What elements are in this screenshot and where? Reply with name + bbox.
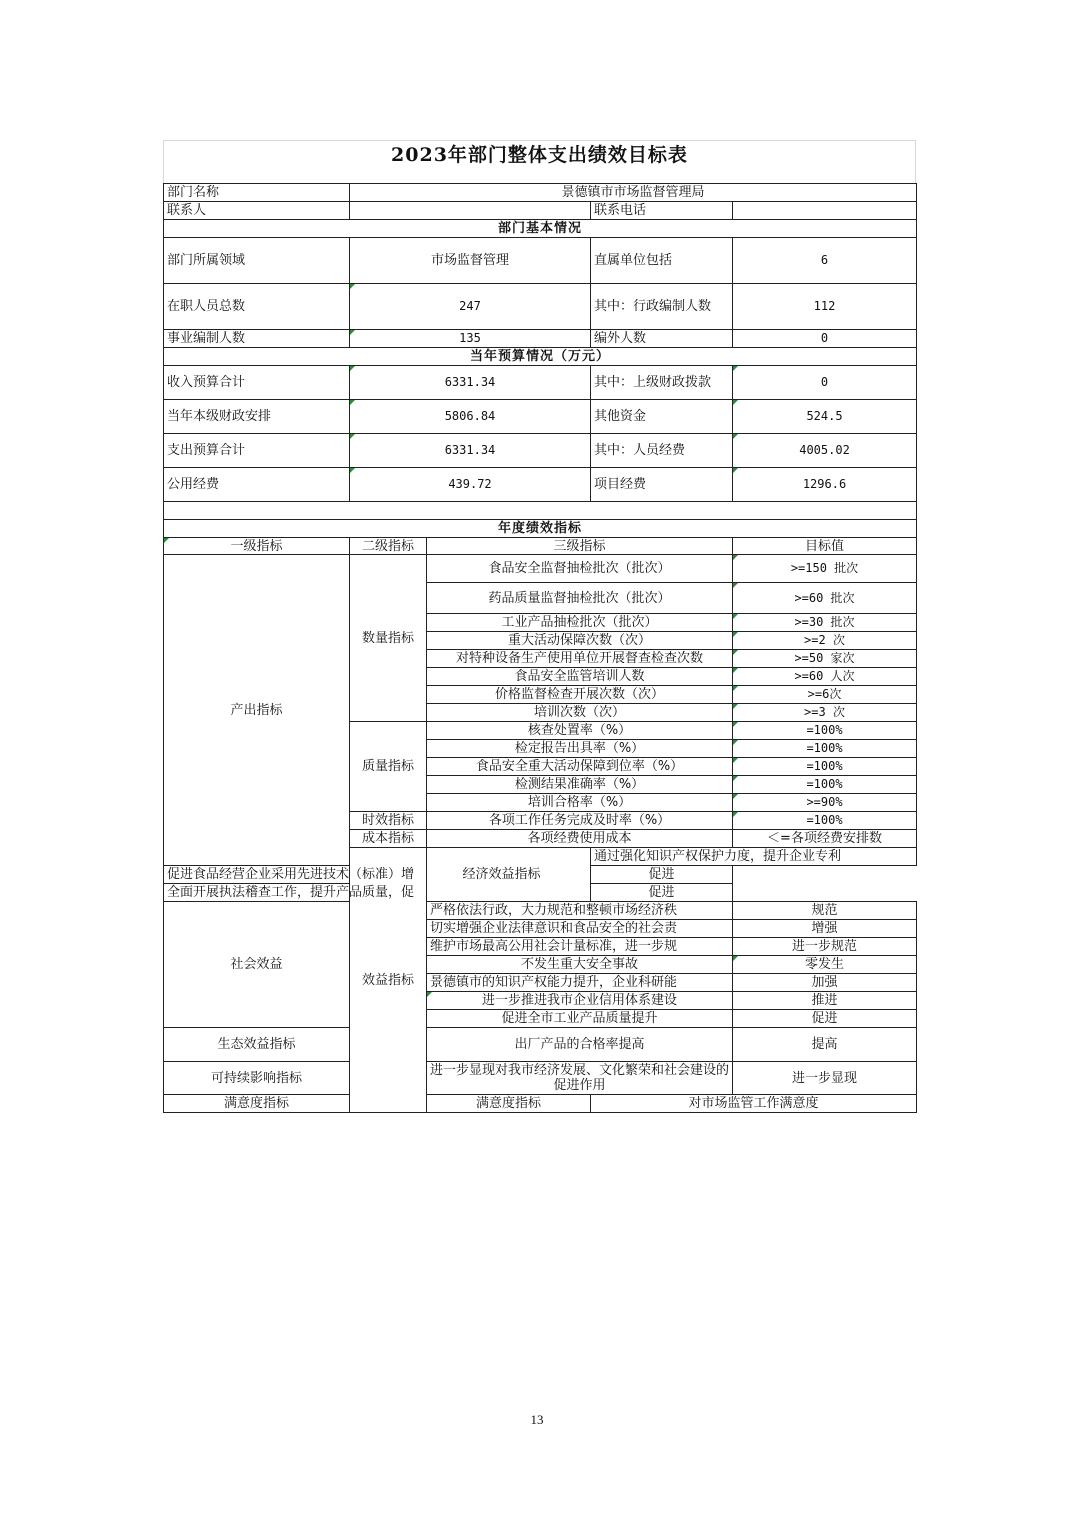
upper-label: 其中：上级财政拨款: [591, 366, 733, 400]
indicator-item: 药品质量监督抽检批次（批次）: [427, 583, 733, 614]
level2-economic-text: 经济效益指标: [462, 867, 541, 882]
indicator-target: >=60 批次: [733, 583, 917, 614]
indicator-target: 加强: [733, 974, 917, 992]
col-level1: 一级指标: [164, 538, 350, 555]
indicator-item: 食品安全监管培训人数: [427, 668, 733, 686]
units-value: 6: [733, 238, 917, 284]
indicator-item: 核查处置率（%）: [427, 722, 733, 740]
indicator-target: 提高: [733, 1028, 917, 1062]
indicator-item: 全面开展执法稽查工作，提升产品质量，促: [164, 884, 427, 902]
dept-name-value: 景德镇市市场监督管理局: [350, 184, 917, 202]
level1-benefit: 效益指标: [350, 848, 427, 1113]
indicator-target: 促进: [591, 866, 733, 884]
expense-row: [164, 434, 917, 468]
public-value: 439.72: [350, 468, 591, 502]
performance-sheet: [163, 140, 916, 1113]
indicator-item: 促进食品经营企业采用先进技术（标准）增: [164, 866, 427, 884]
indicator-target: 进一步规范: [733, 938, 917, 956]
indicator-target: ＜=各项经费安排数: [733, 830, 917, 848]
indicator-item: 检定报告出具率（%）: [427, 740, 733, 758]
table-row: [164, 555, 917, 583]
col-target: 目标值: [733, 538, 917, 555]
indicator-item: 出厂产品的合格率提高: [427, 1028, 733, 1062]
indicator-target: >=30 批次: [733, 614, 917, 632]
expense-label: 支出预算合计: [164, 434, 350, 468]
table-row: [164, 1028, 917, 1062]
perf-header: 年度绩效指标: [164, 520, 917, 538]
spacer-row: [164, 502, 917, 520]
indicator-item: 促进全市工业产品质量提升: [427, 1010, 733, 1028]
indicator-target: >=150 批次: [733, 555, 917, 583]
level2-social: 社会效益: [164, 902, 350, 1028]
indicator-item: 景德镇市的知识产权能力提升，企业科研能: [427, 974, 733, 992]
admin-label: 其中：行政编制人数: [591, 284, 733, 330]
indicator-item: 重大活动保障次数（次）: [427, 632, 733, 650]
career-value: 135: [350, 330, 591, 348]
performance-table: [163, 183, 917, 1113]
dept-name-label: 部门名称: [164, 184, 350, 202]
indicator-target: =100%: [733, 740, 917, 758]
budget-header: 当年预算情况（万元）: [164, 348, 917, 366]
level2-eco: 生态效益指标: [164, 1028, 350, 1062]
indicator-target: 进一步显现: [733, 1062, 917, 1095]
contact-label: 联系人: [164, 202, 350, 220]
other-value: 524.5: [733, 400, 917, 434]
staff-value: 247: [350, 284, 591, 330]
level1-output: 产出指标: [164, 555, 350, 866]
domain-value: 市场监督管理: [350, 238, 591, 284]
local-label: 当年本级财政安排: [164, 400, 350, 434]
income-row: [164, 366, 917, 400]
indicator-item: 进一步推进我市企业信用体系建设: [427, 992, 733, 1010]
indicator-target: 推进: [733, 992, 917, 1010]
indicator-item: 进一步显现对我市经济发展、文化繁荣和社会建设的促进作用: [427, 1062, 733, 1095]
indicator-target: >=2 次: [733, 632, 917, 650]
basic-header: 部门基本情况: [164, 220, 917, 238]
personnel-label: 其中：人员经费: [591, 434, 733, 468]
local-value: 5806.84: [350, 400, 591, 434]
col-level3: 三级指标: [427, 538, 733, 555]
col-level2: 二级指标: [350, 538, 427, 555]
public-label: 公用经费: [164, 468, 350, 502]
indicator-item: 对特种设备生产使用单位开展督查检查次数: [427, 650, 733, 668]
other-label: 其他资金: [591, 400, 733, 434]
local-row: [164, 400, 917, 434]
table-row: [164, 1062, 917, 1095]
units-label: 直属单位包括: [591, 238, 733, 284]
level1-satisfaction: 满意度指标: [164, 1095, 350, 1113]
dept-name-row: [164, 184, 917, 202]
sheet-title: 2023年部门整体支出绩效目标表: [163, 140, 916, 169]
indicator-target: >=6次: [733, 686, 917, 704]
indicator-target: >=3 次: [733, 704, 917, 722]
perf-header-row: [164, 520, 917, 538]
staff-label: 在职人员总数: [164, 284, 350, 330]
indicator-item: 工业产品抽检批次（批次）: [427, 614, 733, 632]
indicator-item: 对市场监管工作满意度: [591, 1095, 917, 1113]
domain-label: 部门所属领域: [164, 238, 350, 284]
basic-header-row: [164, 220, 917, 238]
upper-value: 0: [733, 366, 917, 400]
public-row: [164, 468, 917, 502]
indicator-item: 切实增强企业法律意识和食品安全的社会责: [427, 920, 733, 938]
indicator-target: 促进: [591, 884, 733, 902]
indicator-target: >=60 人次: [733, 668, 917, 686]
project-label: 项目经费: [591, 468, 733, 502]
contact-row: [164, 202, 917, 220]
indicator-item: 各项工作任务完成及时率（%）: [427, 812, 733, 830]
spacer-cell: [164, 502, 917, 520]
title-gap: [163, 169, 916, 183]
indicator-target: =100%: [733, 758, 917, 776]
indicator-item: 检测结果准确率（%）: [427, 776, 733, 794]
indicator-target: >=90%: [733, 794, 917, 812]
indicator-target: 零发生: [733, 956, 917, 974]
level2-economic: [427, 848, 591, 902]
level2-timeliness: 时效指标: [350, 812, 427, 830]
indicator-target: =100%: [733, 812, 917, 830]
admin-value: 112: [733, 284, 917, 330]
career-row: [164, 330, 917, 348]
phone-label: 联系电话: [591, 202, 733, 220]
indicator-target: 增强: [733, 920, 917, 938]
indicator-item: 价格监督检查开展次数（次）: [427, 686, 733, 704]
personnel-value: 4005.02: [733, 434, 917, 468]
indicator-target: 促进: [733, 1010, 917, 1028]
indicator-target: =100%: [733, 722, 917, 740]
career-label: 事业编制人数: [164, 330, 350, 348]
contact-value: [350, 202, 591, 220]
level2-sustain: 可持续影响指标: [164, 1062, 350, 1095]
indicator-item: 各项经费使用成本: [427, 830, 733, 848]
outside-value: 0: [733, 330, 917, 348]
domain-row: [164, 238, 917, 284]
indicator-item: 维护市场最高公用社会计量标准，进一步规: [427, 938, 733, 956]
indicator-target: >=50 家次: [733, 650, 917, 668]
level2-quality: 质量指标: [350, 722, 427, 812]
indicator-item: 培训次数（次）: [427, 704, 733, 722]
indicator-item: 不发生重大安全事故: [427, 956, 733, 974]
phone-value: [733, 202, 917, 220]
indicator-item: 食品安全监督抽检批次（批次）: [427, 555, 733, 583]
income-label: 收入预算合计: [164, 366, 350, 400]
perf-columns-row: [164, 538, 917, 555]
expense-value: 6331.34: [350, 434, 591, 468]
table-row: [164, 1095, 917, 1113]
indicator-target: 规范: [733, 902, 917, 920]
indicator-target: =100%: [733, 776, 917, 794]
project-value: 1296.6: [733, 468, 917, 502]
level2-quantity: 数量指标: [350, 555, 427, 722]
staff-row: [164, 284, 917, 330]
table-row: [164, 902, 917, 920]
page-number: 13: [530, 1412, 544, 1427]
level2-cost: 成本指标: [350, 830, 427, 848]
indicator-item: 严格依法行政，大力规范和整顿市场经济秩: [427, 902, 733, 920]
level2-satisfaction: 满意度指标: [427, 1095, 591, 1113]
outside-label: 编外人数: [591, 330, 733, 348]
indicator-item: 通过强化知识产权保护力度，提升企业专利: [591, 848, 917, 866]
indicator-item: 食品安全重大活动保障到位率（%）: [427, 758, 733, 776]
indicator-item: 培训合格率（%）: [427, 794, 733, 812]
budget-header-row: [164, 348, 917, 366]
income-value: 6331.34: [350, 366, 591, 400]
